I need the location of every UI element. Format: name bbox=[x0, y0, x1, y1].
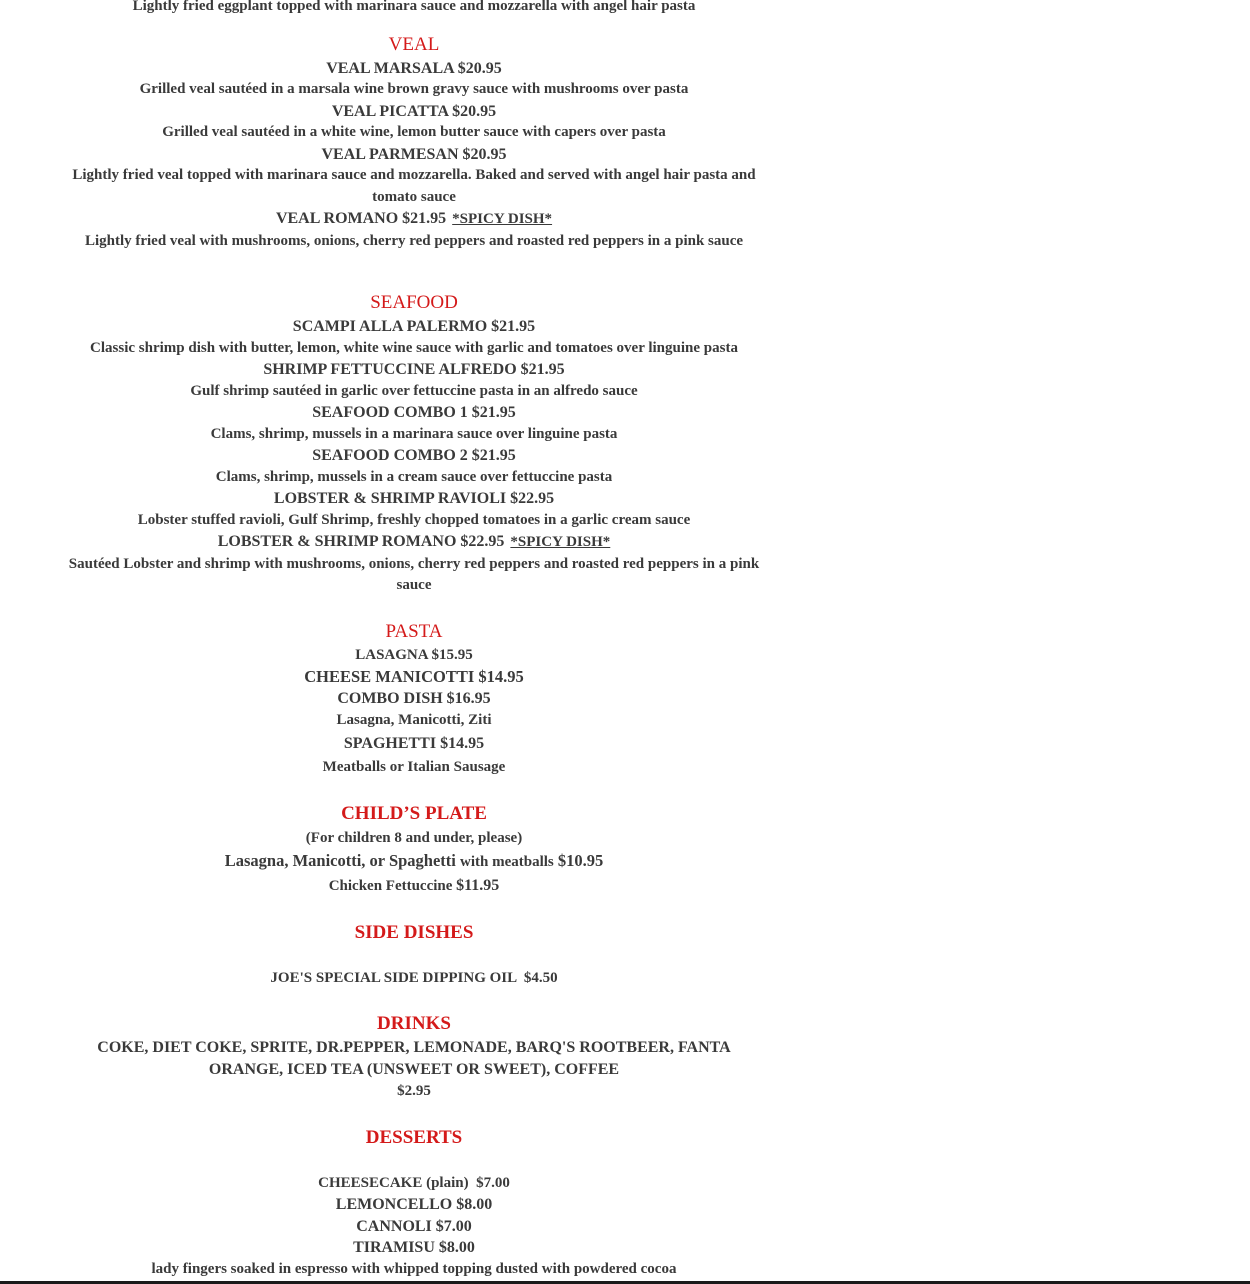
menu-item-child-pasta bbox=[54, 850, 774, 874]
menu-item-lobster-ravioli: LOBSTER & SHRIMP RAVIOLI $22.95 bbox=[273, 490, 555, 507]
menu-item-dipping-oil: JOE'S SPECIAL SIDE DIPPING OIL $4.50 bbox=[270, 969, 558, 986]
item-description: Lobster stuffed ravioli, Gulf Shrimp, freshly chopped tomatoes in a garlic cream sauce bbox=[137, 511, 691, 528]
menu-item-seafood-combo-1: SEAFOOD COMBO 1 $21.95 bbox=[312, 404, 516, 421]
menu-item-veal-picatta: VEAL PICATTA $20.95 bbox=[331, 102, 497, 120]
item-description: Grilled veal sautéed in a white wine, lemon butter sauce with capers over pasta bbox=[162, 124, 666, 140]
menu-item-seafood-combo-2: SEAFOOD COMBO 2 $21.95 bbox=[312, 447, 516, 464]
item-description: Clams, shrimp, mussels in a cream sauce over fettuccine pasta bbox=[215, 468, 613, 485]
item-name: Lasagna, Manicotti, or Spaghetti bbox=[224, 851, 456, 870]
menu-item-lasagna: LASAGNA $15.95 bbox=[355, 646, 473, 663]
item-description: Lightly fried veal topped with marinara sauce and mozzarella. Baked and served with angel hair pasta and tomato sauce bbox=[72, 167, 756, 205]
item-description: Meatballs or Italian Sausage bbox=[322, 759, 506, 775]
item-detail: with meatballs bbox=[460, 854, 554, 870]
item-price: $11.95 bbox=[456, 876, 500, 894]
menu-item-tiramisu: TIRAMISU $8.00 bbox=[353, 1239, 475, 1256]
eggplant-description: Lightly fried eggplant topped with marinara sauce and mozzarella with angel hair pasta bbox=[132, 0, 696, 14]
menu-item-veal-parmesan: VEAL PARMESAN $20.95 bbox=[321, 145, 507, 163]
menu-item-chicken-fettuccine bbox=[54, 874, 774, 898]
menu-item-scampi: SCAMPI ALLA PALERMO $21.95 bbox=[292, 318, 536, 335]
childs-plate-note: (For children 8 and under, please) bbox=[305, 830, 523, 846]
menu-item-veal-marsala: VEAL MARSALA $20.95 bbox=[326, 59, 502, 77]
menu-item-spaghetti: SPAGHETTI $14.95 bbox=[343, 735, 485, 752]
item-description: Gulf shrimp sautéed in garlic over fettuccine pasta in an alfredo sauce bbox=[190, 382, 638, 399]
spicy-dish-label: *SPICY DISH* bbox=[452, 211, 553, 227]
item-description: lady fingers soaked in espresso with whipped topping dusted with powdered cocoa bbox=[151, 1260, 677, 1277]
menu-item-lemoncello: LEMONCELLO $8.00 bbox=[335, 1196, 493, 1213]
menu-item-cheese-manicotti: CHEESE MANICOTTI $14.95 bbox=[304, 667, 524, 686]
item-description: Clams, shrimp, mussels in a marinara sauce over linguine pasta bbox=[210, 425, 618, 442]
section-heading-drinks: DRINKS bbox=[377, 1013, 451, 1034]
item-description: Lightly fried veal with mushrooms, onions, cherry red peppers and roasted red peppers in a pink sauce bbox=[84, 232, 744, 249]
drinks-price: $2.95 bbox=[397, 1083, 431, 1099]
item-price: $10.95 bbox=[557, 851, 604, 870]
item-description: Classic shrimp dish with butter, lemon, white wine sauce with garlic and tomatoes over linguine pasta bbox=[90, 339, 738, 356]
item-name: Chicken Fettuccine bbox=[328, 877, 453, 894]
section-heading-veal: VEAL bbox=[388, 33, 440, 55]
menu-item-cannoli: CANNOLI $7.00 bbox=[356, 1217, 472, 1235]
menu-item-combo-dish: COMBO DISH $16.95 bbox=[337, 689, 491, 707]
section-heading-pasta: PASTA bbox=[385, 620, 443, 642]
spicy-dish-label: *SPICY DISH* bbox=[510, 534, 611, 550]
drinks-list: COKE, DIET COKE, SPRITE, DR.PEPPER, LEMONADE, BARQ'S ROOTBEER, FANTA ORANGE, ICED TEA (UNSWEET OR SWEET), COFFEE bbox=[97, 1039, 731, 1078]
section-heading-desserts: DESSERTS bbox=[365, 1126, 463, 1148]
menu-item-veal-romano bbox=[54, 208, 774, 231]
menu-page bbox=[54, 0, 774, 1280]
section-heading-side-dishes: SIDE DISHES bbox=[354, 921, 474, 943]
item-name-price: LOBSTER & SHRIMP ROMANO $22.95 bbox=[217, 533, 505, 550]
item-description: Grilled veal sautéed in a marsala wine brown gravy sauce with mushrooms over pasta bbox=[139, 81, 689, 97]
section-heading-childs-plate: CHILD’S PLATE bbox=[341, 803, 487, 824]
menu-item-cheesecake: CHEESECAKE (plain) $7.00 bbox=[318, 1174, 510, 1191]
section-heading-seafood: SEAFOOD bbox=[370, 292, 458, 313]
menu-item-lobster-romano bbox=[54, 531, 774, 554]
item-description: Sautéed Lobster and shrimp with mushrooms, onions, cherry red peppers and roasted red peppers in a pink sauce bbox=[68, 555, 760, 593]
item-name-price: VEAL ROMANO $21.95 bbox=[275, 210, 447, 227]
item-description: Lasagna, Manicotti, Ziti bbox=[336, 712, 492, 728]
menu-item-shrimp-alfredo: SHRIMP FETTUCCINE ALFREDO $21.95 bbox=[263, 361, 565, 378]
